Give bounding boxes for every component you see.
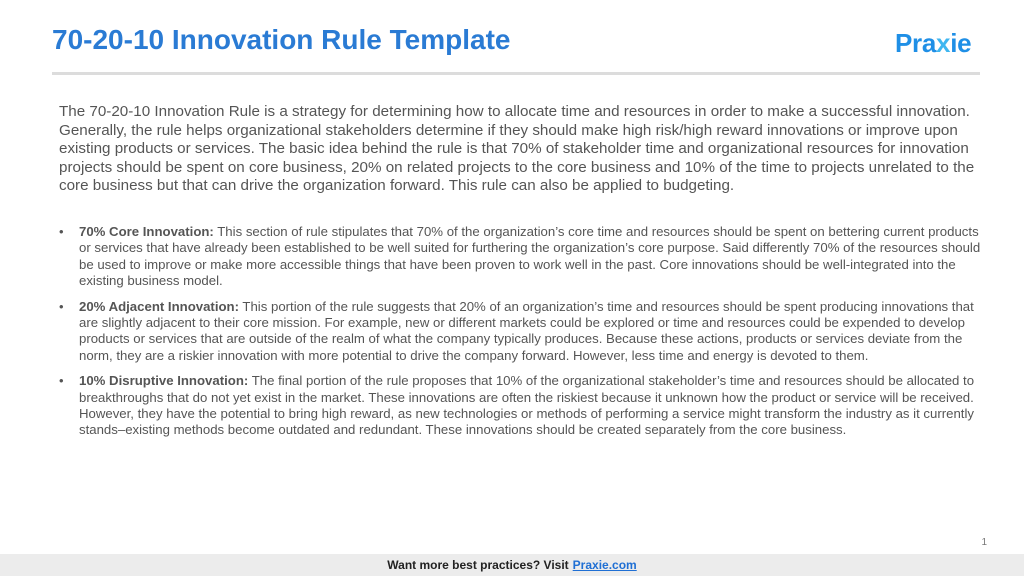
logo-text-part: Pra: [895, 28, 937, 58]
page-title: 70-20-10 Innovation Rule Template: [52, 24, 511, 55]
bullet-heading: 20% Adjacent Innovation:: [79, 298, 239, 314]
bullet-heading: 70% Core Innovation:: [79, 224, 214, 239]
page-number: 1: [981, 537, 987, 548]
footer-link[interactable]: Praxie.com: [572, 558, 637, 572]
logo-text-part: ie: [950, 28, 972, 58]
footer-text: Want more best practices? Visit: [387, 558, 569, 572]
bullet-heading: 10% Disruptive Innovation:: [79, 373, 249, 389]
logo-text-x: x: [936, 28, 951, 58]
praxie-logo[interactable]: [895, 28, 971, 59]
bullet-text: The final portion of the rule proposes that 10% of the organizational stakeholder’s time and resources should be allocated to breakthroughs that do not yet exist in the market. These innovations are often the riskiest because it unknown how the product or service will be received. However, they have the potential to bring high reward, as new technologies or methods of performing a service might transform the industry as it currently stands–existing methods become outdated and redundant. These innovations should be created separately from the core business.: [79, 373, 975, 438]
bullet-list: [59, 224, 981, 448]
bullet-dot: •: [59, 224, 64, 239]
bullet-text: This portion of the rule suggests that 20% of an organization’s time and resources should be spent producing innovations that are slightly adjacent to their core mission. For example, new or different markets could be explored or time and resources could be expended to develop products or services that are outside of the realm of what the company typically produces. Because these actions, products or services deviate from the norm, they are a riskier innovation with more potential to drive the company forward. However, less time and energy is devoted to them.: [79, 298, 974, 363]
footer-bar: [0, 554, 1024, 576]
bullet-adjacent-innovation: [59, 299, 981, 365]
bullet-disruptive-innovation: [59, 373, 981, 439]
bullet-text: This section of rule stipulates that 70% of the organization’s core time and resources should be spent on bettering current products or services that have already been established to be well suited for furthering the organization’s core purpose. Said differently 70% of the resources should be used to improve or make more accessible things that have been proven to work well in the past. Core innovations should be well-integrated into the existing business model.: [79, 224, 981, 289]
bullet-dot: •: [59, 298, 64, 314]
bullet-dot: •: [59, 373, 64, 389]
header-divider: [52, 72, 980, 75]
intro-paragraph: The 70-20-10 Innovation Rule is a strategy for determining how to allocate time and resources in order to make a successful innovation. Generally, the rule helps organizational stakeholders determine if they should make high risk/high reward innovations or improve upon existing products or services. The basic idea behind the rule is that 70% of stakeholder time and organizational resources for innovation projects should be spent on core business, 20% on related projects to the core business and 10% of the time to projects unrelated to the core business but that can drive the organization forward. This rule can also be applied to budgeting.: [59, 103, 975, 195]
bullet-core-innovation: [59, 224, 981, 290]
